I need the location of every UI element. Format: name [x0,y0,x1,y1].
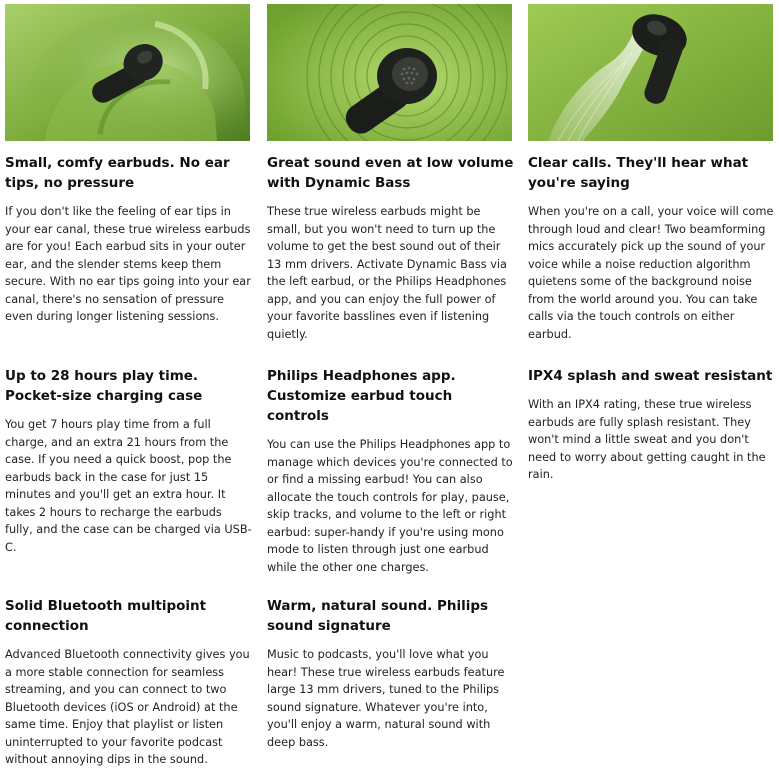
feature-body: These true wireless earbuds might be small, but you won't need to turn up the volume to get the best sound out of their 13 mm drivers. Activate Dynamic Bass via the left earbud, or the Philips Headphones app, and you can enjoy the full power of your favorite basslines even if listening quietly. [267,205,507,341]
feature-title: Solid Bluetooth multipoint connection [5,598,207,634]
feature-play-time [5,366,253,556]
feature-small-comfy [5,153,253,326]
feature-sound-signature [267,596,515,751]
feature-body: When you're on a call, your voice will come through loud and clear! Two beamforming mics accurately pick up the sound of your voice while a noise reduction algorithm quietens some of the background noise from the world around you. You can take calls via the touch controls on either earbud. [528,205,774,341]
feature-title: Up to 28 hours play time. Pocket-size charging case [5,368,203,404]
feature-title: Great sound even at low volume with Dynamic Bass [267,155,514,191]
earbud-voice-image [528,4,773,141]
earbud-sound-waves-image [267,4,512,141]
earbud-in-ear-icon [5,4,250,141]
feature-body: Music to podcasts, you'll love what you hear! These true wireless earbuds feature large 13 mm drivers, tuned to the Philips sound signature. Whatever you're into, you'll enjoy a warm, natural sound with deep bass. [267,648,505,749]
feature-body: With an IPX4 rating, these true wireless earbuds are fully splash resistant. They won't mind a little sweat and you don't need to worry about getting caught in the rain. [528,398,766,481]
feature-dynamic-bass [267,153,515,343]
feature-title: Warm, natural sound. Philips sound signature [267,598,489,634]
feature-body: You can use the Philips Headphones app to manage which devices you're connected to or find a missing earbud! You can also allocate the touch controls for play, pause, skip tracks, and volume to the left or right earbud: super-handy if you're using mono mode to listen through just one earbud while the other one charges. [267,438,513,574]
feature-title: Philips Headphones app. Customize earbud touch controls [267,368,456,424]
earbud-speaker-grille-icon [267,4,512,141]
feature-title: Small, comfy earbuds. No ear tips, no pressure [5,155,230,191]
feature-body: Advanced Bluetooth connectivity gives you a more stable connection for seamless streaming, and you can connect to two Bluetooth devices (iOS or Android) at the same time. Enjoy that playlist or listen uninterrupted to your favorite podcast without annoying dips in the sound. [5,648,250,766]
feature-bluetooth [5,596,253,769]
earbud-in-ear-image [5,4,250,141]
feature-title: IPX4 splash and sweat resistant [528,368,773,384]
feature-ipx4 [528,366,776,484]
feature-body: If you don't like the feeling of ear tips in your ear canal, these true wireless earbuds are for you! Each earbud sits in your outer ear, and the slender stems keep them secure. With no ear tips going into your ear canal, there's no sensation of pressure even during longer listening sessions. [5,205,251,323]
feature-title: Clear calls. They'll hear what you're saying [528,155,749,191]
feature-body: You get 7 hours play time from a full charge, and an extra 21 hours from the case. If you need a quick boost, pop the earbuds back in the case for just 15 minutes and you'll get an extra hour. It takes 2 hours to recharge the earbuds fully, and the case can be charged via USB-C. [5,418,252,554]
feature-headphones-app [267,366,515,576]
feature-clear-calls [528,153,776,343]
earbud-voice-ribbon-icon [528,4,773,141]
